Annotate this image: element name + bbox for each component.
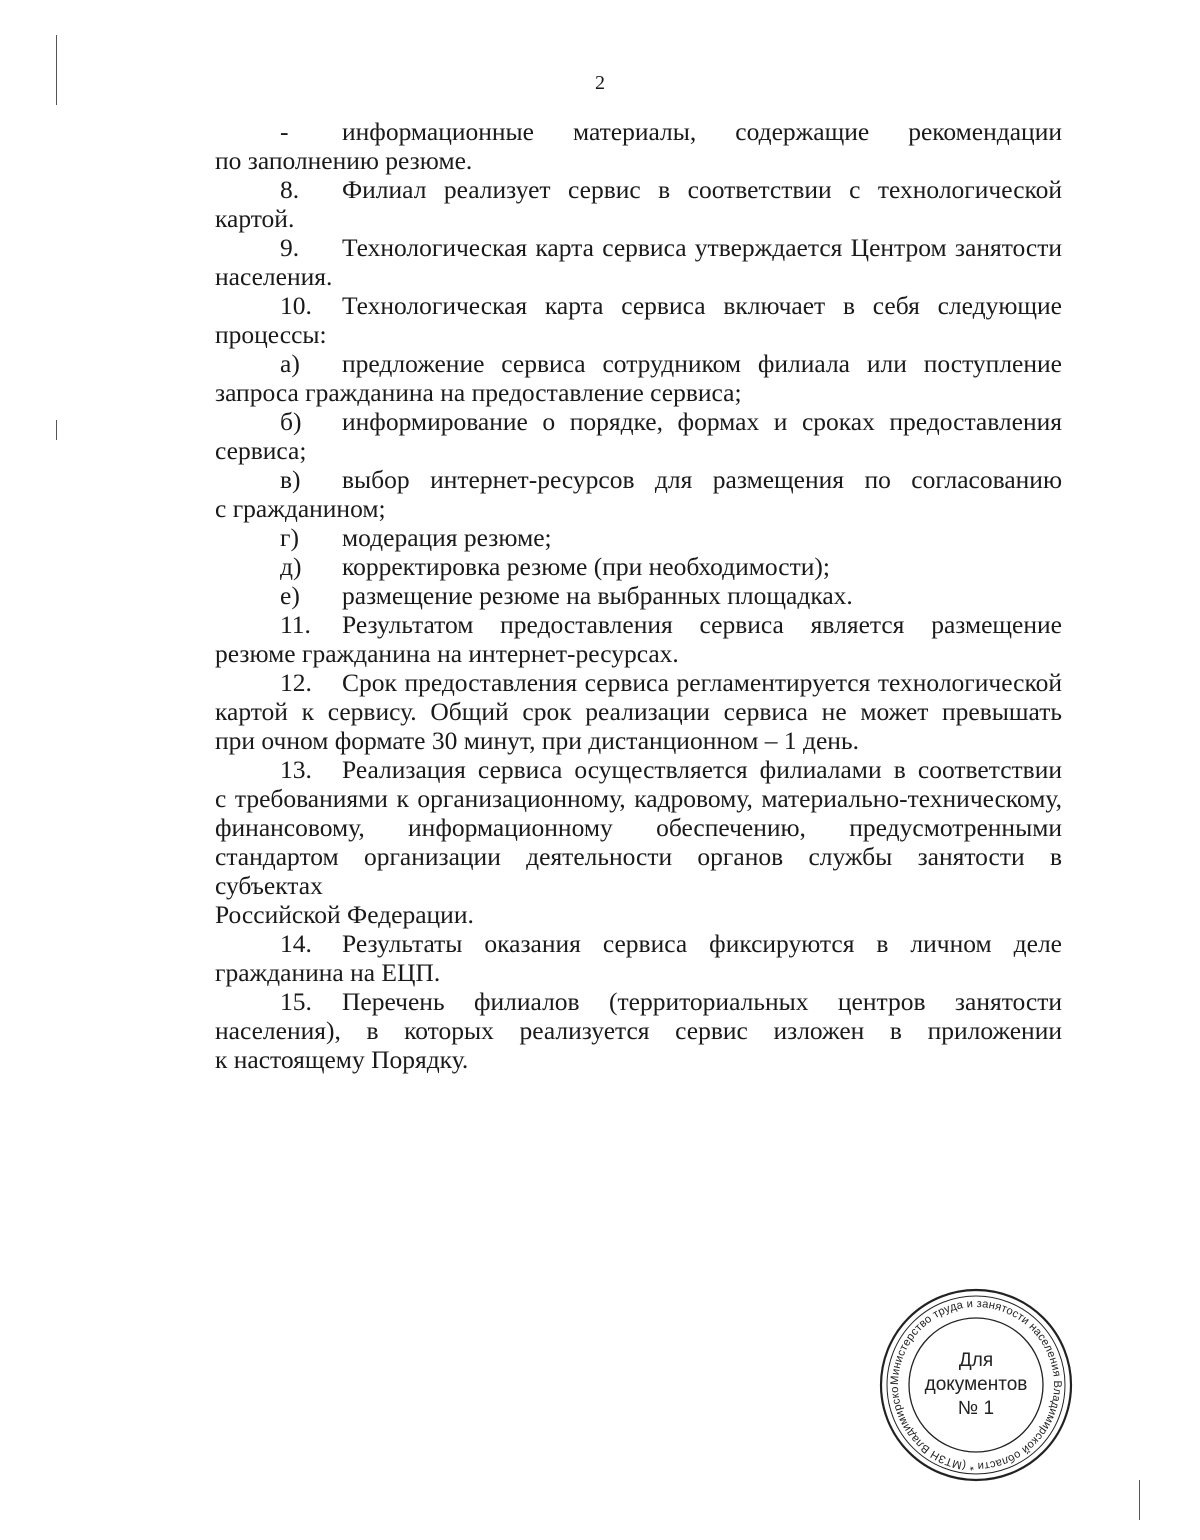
- paragraph-marker: е): [280, 581, 300, 610]
- stamp-line: № 1: [957, 1398, 995, 1419]
- paragraph-marker: -: [280, 117, 289, 146]
- text-line: с требованиями к организационному, кадровому, материально-техническому,: [215, 784, 1062, 813]
- paragraph-marker: 8.: [280, 175, 300, 204]
- paragraph-marker: а): [280, 349, 300, 378]
- paragraph: [215, 349, 1062, 407]
- paragraph-marker: 13.: [280, 755, 312, 784]
- paragraph: [215, 987, 1062, 1074]
- stamp-ring-text: Министерство труда и занятости населения Владимирской области * (МТЗН Владимирско: [888, 1297, 1064, 1473]
- paragraph-marker: г): [280, 523, 299, 552]
- text-line: картой к сервису. Общий срок реализации сервиса не может превышать: [215, 697, 1062, 726]
- paragraph-marker: б): [280, 407, 302, 436]
- text-line: модерация резюме;: [342, 523, 552, 552]
- paragraph: [215, 755, 1062, 929]
- stamp-line: документов: [924, 1374, 1028, 1395]
- paragraph-marker: 14.: [280, 929, 312, 958]
- paragraph-marker: д): [280, 552, 302, 581]
- text-line: корректировка резюме (при необходимости);: [342, 552, 830, 581]
- stamp-line: Для: [958, 1350, 994, 1371]
- text-line: Технологическая карта сервиса включает в себя следующие: [342, 291, 1062, 320]
- text-line: Филиал реализует сервис в соответствии с технологической: [342, 175, 1062, 204]
- paragraph-marker: 11.: [280, 610, 311, 639]
- paragraph-marker: 15.: [280, 987, 312, 1016]
- text-line: Технологическая карта сервиса утверждается Центром занятости: [342, 233, 1062, 262]
- text-line: размещение резюме на выбранных площадках.: [342, 581, 853, 610]
- text-line: стандартом организации деятельности органов службы занятости в субъектах: [215, 842, 1062, 900]
- text-line: Перечень филиалов (территориальных центров занятости: [342, 987, 1062, 1016]
- paragraph: [215, 407, 1062, 465]
- paragraph: [215, 668, 1062, 755]
- paragraph: [215, 610, 1062, 668]
- text-line: выбор интернет-ресурсов для размещения по согласованию: [342, 465, 1062, 494]
- text-line: картой.: [215, 204, 295, 233]
- text-line: при очном формате 30 минут, при дистанционном – 1 день.: [215, 726, 859, 755]
- text-line: Результатом предоставления сервиса является размещение: [342, 610, 1062, 639]
- official-stamp: [878, 1287, 1074, 1483]
- text-line: Результаты оказания сервиса фиксируются в личном деле: [342, 929, 1062, 958]
- paragraph-marker: 9.: [280, 233, 300, 262]
- paragraph-marker: 12.: [280, 668, 312, 697]
- text-line: резюме гражданина на интернет-ресурсах.: [215, 639, 679, 668]
- scan-edge-mark: [56, 420, 57, 440]
- text-line: населения), в которых реализуется сервис изложен в приложении: [215, 1016, 1062, 1045]
- paragraph: [215, 233, 1062, 291]
- text-line: информирование о порядке, формах и сроках предоставления: [342, 407, 1062, 436]
- paragraph: [215, 291, 1062, 349]
- paragraph-marker: в): [280, 465, 301, 494]
- text-line: предложение сервиса сотрудником филиала или поступление: [342, 349, 1062, 378]
- text-line: гражданина на ЕЦП.: [215, 958, 441, 987]
- text-line: сервиса;: [215, 436, 307, 465]
- stamp-center-text: [878, 1349, 1074, 1421]
- paragraph: [215, 929, 1062, 987]
- document-body: [215, 117, 1062, 1074]
- text-line: к настоящему Порядку.: [215, 1045, 469, 1074]
- text-line: Срок предоставления сервиса регламентируется технологической: [342, 668, 1062, 697]
- paragraph-marker: 10.: [280, 291, 312, 320]
- paragraph: [215, 117, 1062, 175]
- text-line: Российской Федерации.: [215, 900, 474, 929]
- scan-edge-mark: [1139, 1480, 1140, 1520]
- text-line: финансовому, информационному обеспечению, предусмотренными: [215, 813, 1062, 842]
- paragraph: [215, 523, 1062, 552]
- text-line: запроса гражданина на предоставление сервиса;: [215, 378, 742, 407]
- text-line: по заполнению резюме.: [215, 146, 473, 175]
- text-line: с гражданином;: [215, 494, 386, 523]
- paragraph: [215, 552, 1062, 581]
- text-line: процессы:: [215, 320, 327, 349]
- page-number: 2: [595, 72, 605, 94]
- paragraph: [215, 581, 1062, 610]
- text-line: Реализация сервиса осуществляется филиалами в соответствии: [342, 755, 1062, 784]
- paragraph: [215, 465, 1062, 523]
- text-line: населения.: [215, 262, 333, 291]
- scan-edge-mark: [56, 35, 57, 105]
- paragraph: [215, 175, 1062, 233]
- text-line: информационные материалы, содержащие рекомендации: [342, 117, 1062, 146]
